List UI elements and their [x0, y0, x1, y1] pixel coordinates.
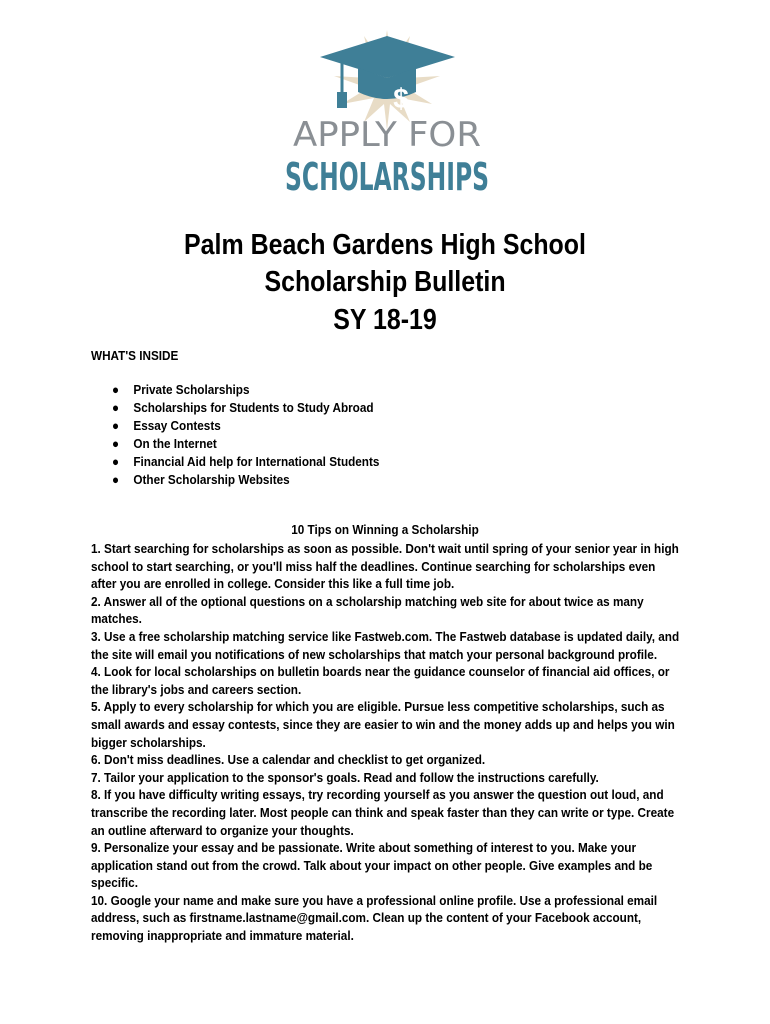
tip-paragraph: 4. Look for local scholarships on bulletin boards near the guidance counselor of financial aid offices, or the library's jobs and careers section. [91, 664, 670, 697]
tips-heading: 10 Tips on Winning a Scholarship [291, 522, 479, 537]
list-item-label: Private Scholarships [133, 382, 250, 397]
whats-inside-list [112, 381, 379, 489]
bullet-icon: ● [112, 472, 120, 487]
tip-paragraph: 1. Start searching for scholarships as soon as possible. Don't wait until spring of your senior year in high school to start searching, or you'll miss half the deadlines. Continue searching for scholarships even after you are enrolled in college. Consider this like a full time job. [91, 541, 679, 592]
tip-paragraph: 2. Answer all of the optional questions on a scholarship matching web site for about twice as many matches. [91, 593, 644, 627]
list-item [112, 471, 379, 489]
bullet-icon: ● [112, 454, 120, 469]
list-item-label: Essay Contests [133, 418, 221, 433]
list-item [112, 417, 379, 435]
tip-paragraph: 6. Don't miss deadlines. Use a calendar and checklist to get organized. [91, 752, 486, 768]
list-item [112, 399, 379, 417]
apply-for-scholarships-logo [280, 22, 495, 200]
tip-paragraph: 8. If you have difficulty writing essays, try recording yourself as you answer the question out loud, and transcribe the recording later. Most people can think and speak faster than they can write or type. Create an outline afterward to organize your thoughts. [91, 787, 675, 838]
page-title-bulletin: Scholarship Bulletin [264, 266, 506, 298]
list-item [112, 381, 379, 399]
list-item-label: Scholarships for Students to Study Abroad [133, 400, 374, 415]
tip-paragraph: 10. Google your name and make sure you have a professional online profile. Use a professional email address, such as firstname.lastname@gmail.com. Clean up the content of your Facebook account, removing inappropriate and immature material. [91, 892, 658, 944]
bullet-icon: ● [112, 400, 120, 415]
tip-paragraph: 3. Use a free scholarship matching service like Fastweb.com. The Fastweb database is updated daily, and the site will email you notifications of new scholarships that match your personal background profile. [91, 628, 680, 662]
list-item-label: On the Internet [133, 436, 217, 451]
list-item-label: Other Scholarship Websites [133, 472, 290, 487]
tip-paragraph: 9. Personalize your essay and be passionate. Write about something of interest to you. Make your application stand out from the crowd. Talk about your impact on other people. Give examples and be specific. [91, 840, 653, 891]
bullet-icon: ● [112, 382, 120, 397]
logo-line-apply-for: APPLY FOR [293, 115, 481, 155]
logo-graphic [280, 22, 495, 200]
bullet-icon: ● [112, 436, 120, 451]
tip-paragraph: 5. Apply to every scholarship for which you are eligible. Pursue less competitive scholarships, such as small awards and essay contests, since they are easier to win and the money adds up and helps you win bigger scholarships. [91, 699, 675, 750]
page-title-school-year: SY 18-19 [333, 304, 437, 336]
bullet-icon: ● [112, 418, 120, 433]
dollar-symbol: $ [393, 83, 409, 114]
tip-paragraph: 7. Tailor your application to the sponsor's goals. Read and follow the instructions carefully. [91, 769, 599, 785]
graduation-cap-icon [320, 36, 455, 108]
list-item-label: Financial Aid help for International Students [133, 454, 380, 469]
whats-inside-heading: WHAT'S INSIDE [91, 348, 179, 363]
list-item [112, 435, 379, 453]
tips-list [91, 540, 682, 945]
page-title-school: Palm Beach Gardens High School [184, 229, 586, 261]
list-item [112, 453, 379, 471]
logo-line-scholarships: SCHOLARSHIPS [285, 155, 489, 199]
